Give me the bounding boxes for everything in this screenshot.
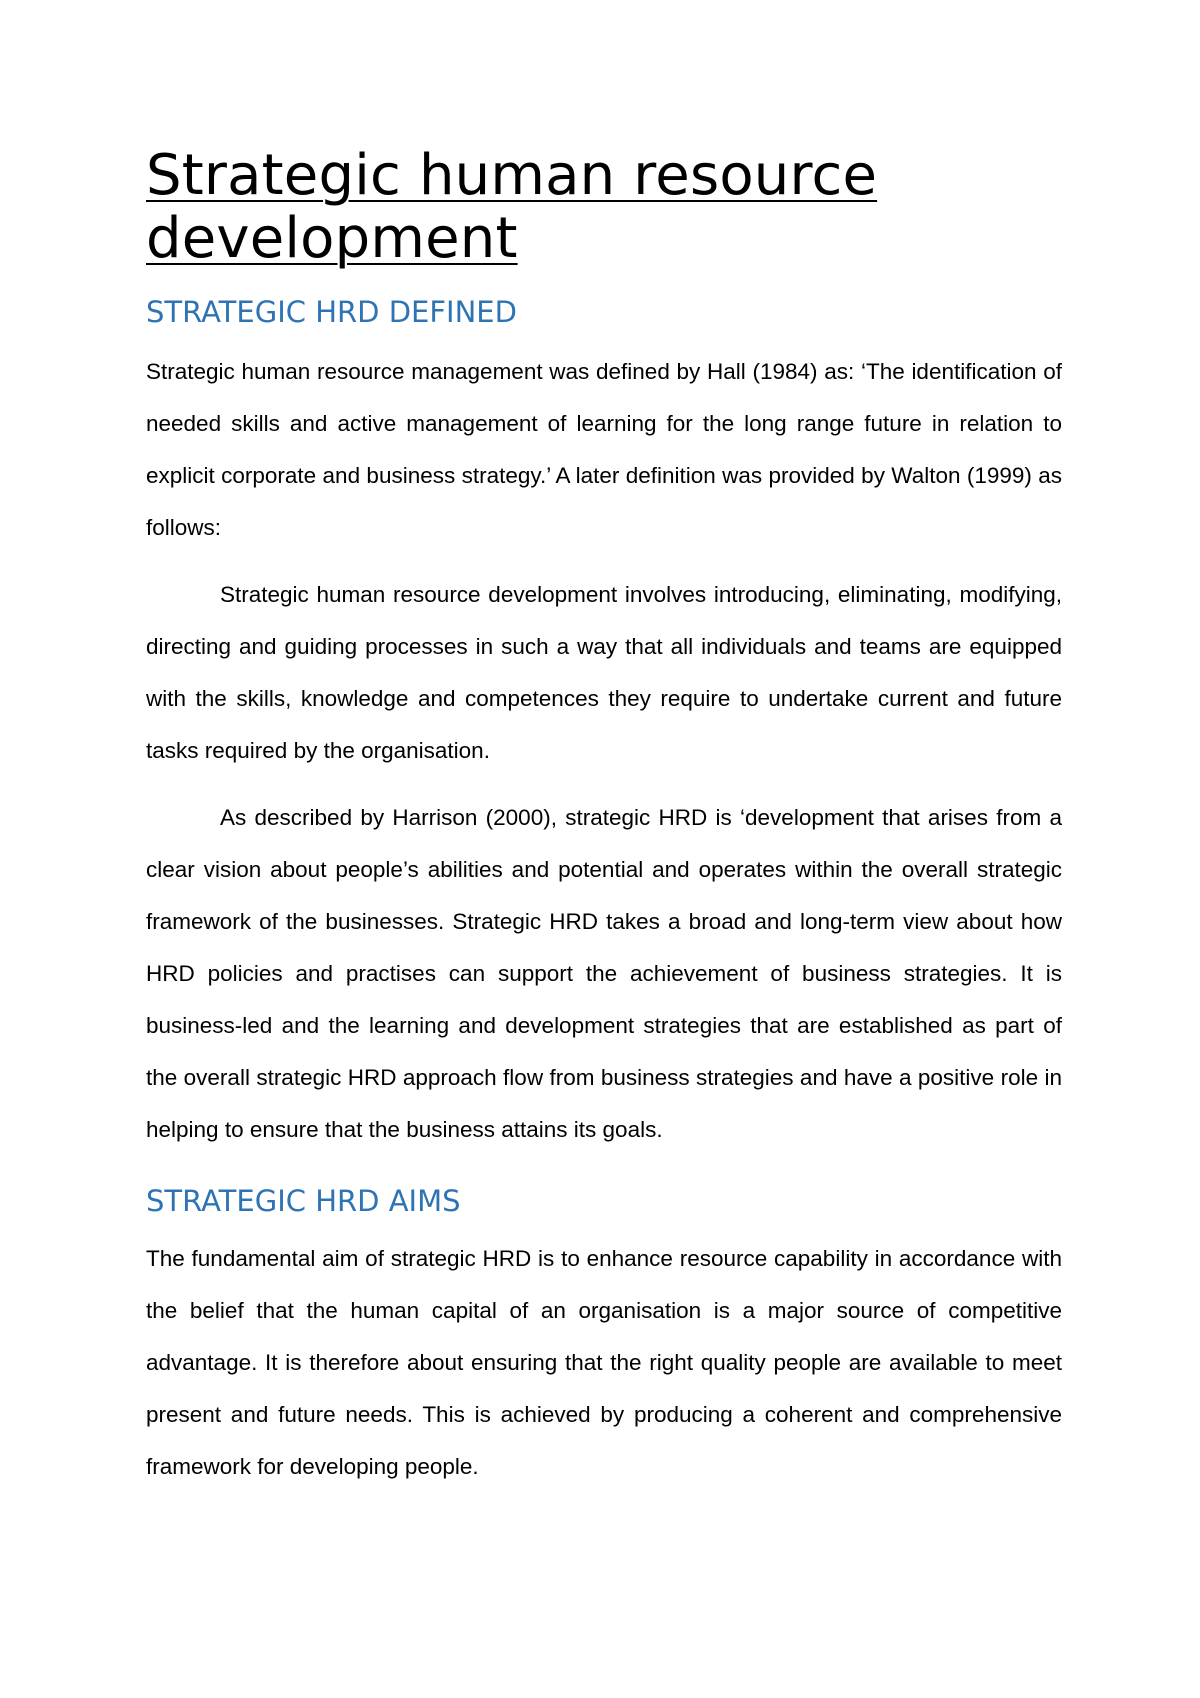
paragraph-walton-quote: Strategic human resource development involves introducing, eliminating, modifying, directing and guiding processes in such a way that all individuals and teams are equipped with the skills, knowledge and competences they require to undertake current and future tasks required by the organisation. bbox=[146, 582, 1062, 763]
document-body bbox=[146, 144, 1062, 1493]
document-title: Strategic human resource development bbox=[146, 143, 878, 271]
paragraph-hall-definition: Strategic human resource management was defined by Hall (1984) as: ‘The identification of needed skills and active management of learning for the long range future in relation to explicit corporate and business strategy.’ A later definition was provided by Walton (1999) as follows: bbox=[146, 359, 1062, 540]
section-heading-defined: STRATEGIC HRD DEFINED bbox=[146, 295, 517, 329]
paragraph-fundamental-aim: The fundamental aim of strategic HRD is to enhance resource capability in accordance with the belief that the human capital of an organisation is a major source of competitive advantage. It is therefore about ensuring that the right quality people are available to meet present and future needs. This is achieved by producing a coherent and comprehensive framework for developing people. bbox=[146, 1246, 1062, 1479]
paragraph-harrison-description: As described by Harrison (2000), strategic HRD is ‘development that arises from a clear vision about people’s abilities and potential and operates within the overall strategic framework of the businesses. Strategic HRD takes a broad and long-term view about how HRD policies and practises can support the achievement of business strategies. It is business-led and the learning and development strategies that are established as part of the overall strategic HRD approach flow from business strategies and have a positive role in helping to ensure that the business attains its goals. bbox=[146, 805, 1062, 1142]
section-heading-aims: STRATEGIC HRD AIMS bbox=[146, 1184, 461, 1218]
